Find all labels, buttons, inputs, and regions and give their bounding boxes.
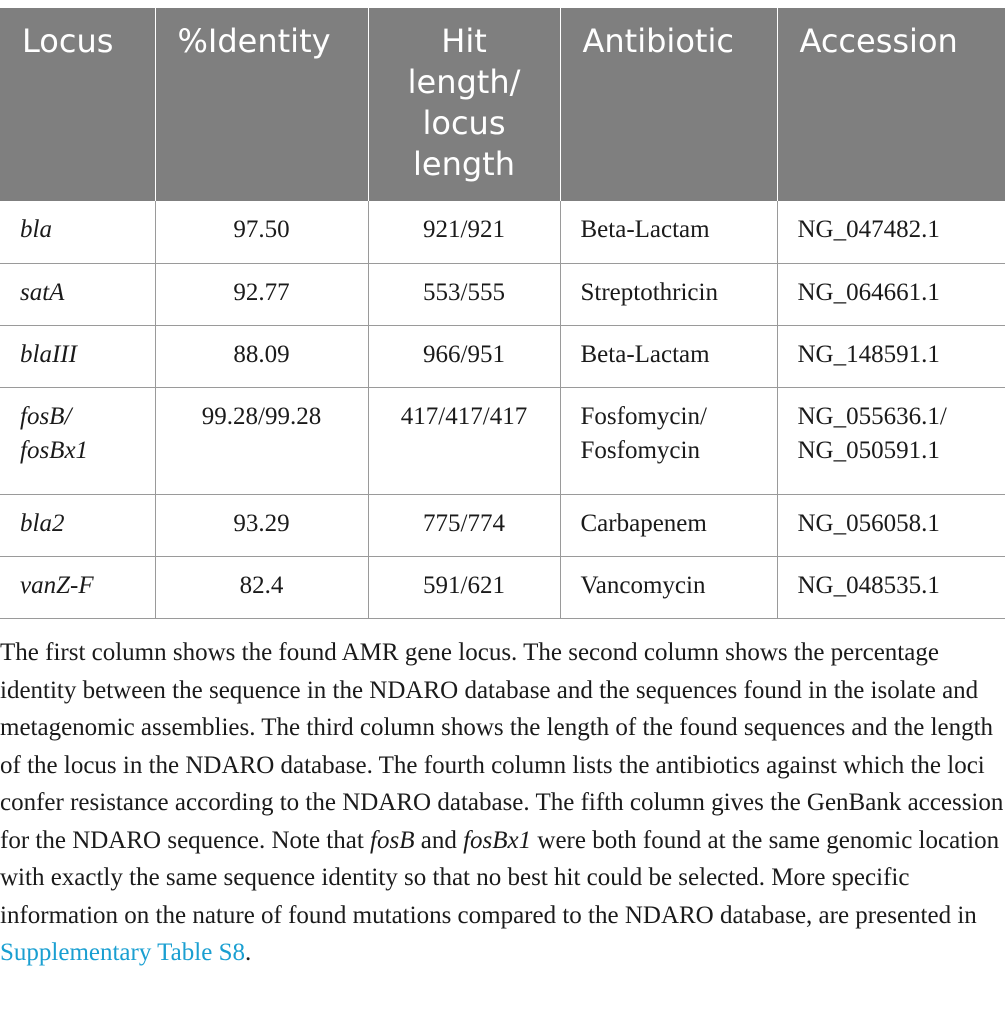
cell-antibiotic-line: Fosfomycin: [580, 436, 700, 464]
cell-accession: NG_148591.1: [777, 325, 1005, 387]
cell-hit-length: 591/621: [368, 556, 560, 618]
cell-antibiotic: Streptothricin: [560, 263, 777, 325]
header-locus: Locus: [0, 8, 155, 201]
cell-antibiotic: Beta-Lactam: [560, 325, 777, 387]
caption-paragraph: [0, 634, 1005, 972]
table-container: [0, 8, 1005, 619]
cell-hit-length: 417/417/417: [368, 387, 560, 494]
table-row: [0, 201, 1005, 263]
header-hit-length-line: locus: [422, 104, 506, 142]
header-hit-length-line: Hit: [441, 22, 487, 60]
table-row: [0, 387, 1005, 494]
cell-locus: blaIII: [0, 325, 155, 387]
cell-locus: bla2: [0, 494, 155, 556]
cell-antibiotic: Vancomycin: [560, 556, 777, 618]
cell-locus: bla: [0, 201, 155, 263]
cell-identity: 99.28/99.28: [155, 387, 368, 494]
table-row: [0, 494, 1005, 556]
cell-accession-line: NG_050591.1: [797, 436, 940, 464]
cell-accession: NG_047482.1: [777, 201, 1005, 263]
cell-antibiotic: [560, 387, 777, 494]
caption-text: .: [244, 939, 252, 966]
header-row: [0, 8, 1005, 201]
cell-antibiotic: Beta-Lactam: [560, 201, 777, 263]
caption-text: and: [414, 826, 464, 854]
cell-locus-line: fosBx1: [20, 436, 89, 464]
header-antibiotic: Antibiotic: [560, 8, 777, 201]
cell-identity: 92.77: [155, 263, 368, 325]
cell-accession: NG_056058.1: [777, 494, 1005, 556]
caption-gene-fosbx1: fosBx1: [463, 826, 532, 854]
cell-hit-length: 553/555: [368, 263, 560, 325]
amr-table: [0, 8, 1005, 619]
cell-identity: 93.29: [155, 494, 368, 556]
supplementary-table-link[interactable]: Supplementary Table S8: [0, 939, 245, 966]
caption-text: The first column shows the found AMR gene locus. The second column shows the percentage identity between the sequence in the NDARO database and the sequences found in the isolate and metagenomic assemblies. The third column shows the length of the found sequences and the length of the locus in the NDARO database. The fourth column lists the antibiotics against which the loci confer resistance according to the NDARO database. The fifth column gives the GenBank accession for the NDARO sequence. Note that: [0, 639, 1004, 854]
cell-locus-line: fosB/: [20, 402, 72, 430]
cell-identity: 97.50: [155, 201, 368, 263]
cell-hit-length: 921/921: [368, 201, 560, 263]
cell-locus: [0, 387, 155, 494]
header-hit-length: [368, 8, 560, 201]
cell-locus: satA: [0, 263, 155, 325]
table-body: [0, 201, 1005, 618]
cell-hit-length: 966/951: [368, 325, 560, 387]
cell-identity: 88.09: [155, 325, 368, 387]
table-header: [0, 8, 1005, 201]
cell-accession-line: NG_055636.1/: [797, 402, 947, 430]
table-row: [0, 325, 1005, 387]
cell-accession: NG_064661.1: [777, 263, 1005, 325]
header-hit-length-line: length: [413, 145, 515, 183]
header-accession: Accession: [777, 8, 1005, 201]
cell-antibiotic-line: Fosfomycin/: [580, 402, 707, 430]
cell-accession: NG_048535.1: [777, 556, 1005, 618]
header-identity: %Identity: [155, 8, 368, 201]
cell-identity: 82.4: [155, 556, 368, 618]
cell-accession: [777, 387, 1005, 494]
cell-antibiotic: Carbapenem: [560, 494, 777, 556]
table-row: [0, 556, 1005, 618]
table-row: [0, 263, 1005, 325]
header-hit-length-line: length/: [407, 63, 521, 101]
cell-locus: vanZ-F: [0, 556, 155, 618]
caption-gene-fosb: fosB: [370, 826, 415, 854]
table-caption: [0, 634, 1005, 972]
cell-hit-length: 775/774: [368, 494, 560, 556]
caption-text: were both found at the same genomic location with exactly the same sequence identity so that no best hit could be selected. More specific information on the nature of found mutations compared to the NDARO database, are presented in: [0, 826, 1000, 929]
